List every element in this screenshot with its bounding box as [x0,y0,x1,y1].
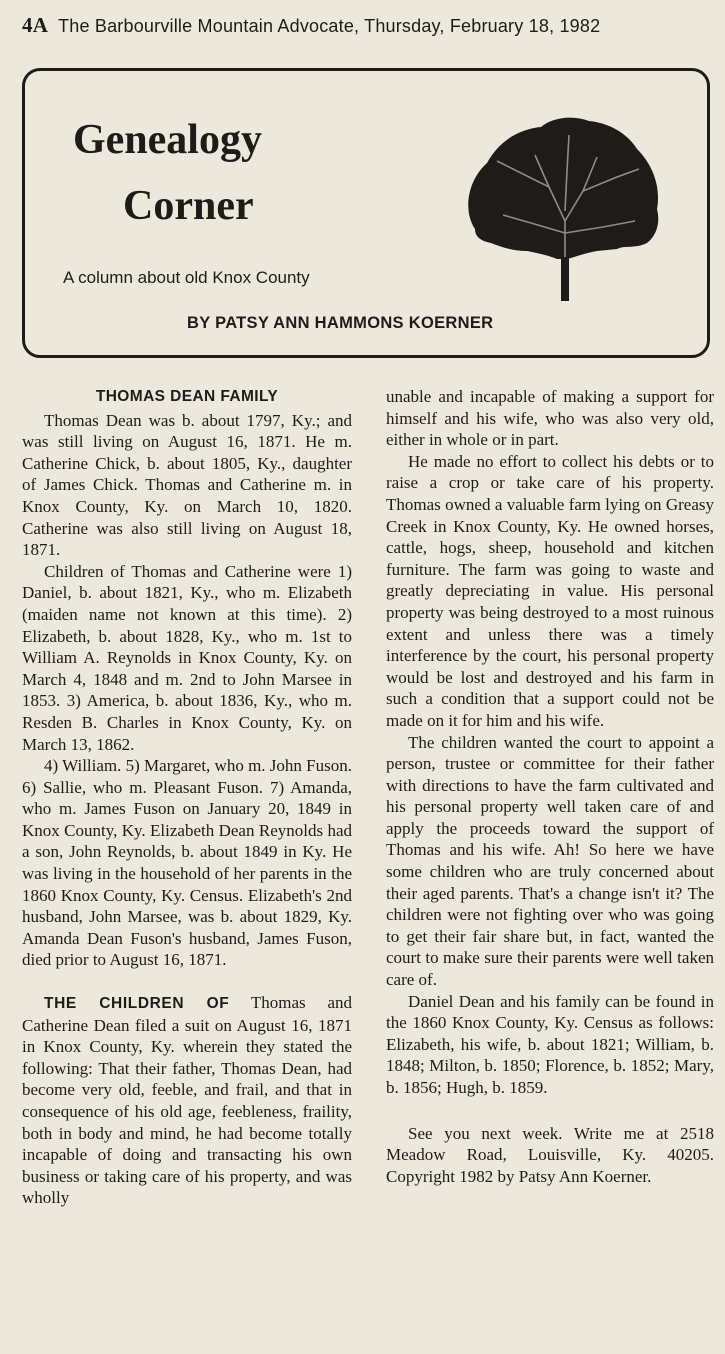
article-paragraph: He made no effort to collect his debts or to raise a crop or take care of his property. Thomas owned a valuable farm lying on Greasy Creek in Knox County, Ky. He owned horses, cattle, hogs, sheep, household and kitchen furniture. The farm was going to waste and greatly depreciating in value. His personal property was being destroyed to a most ruinous extent and unless there was a timely interference by the court, his personal property would be lost and destroyed and his farm in such a condition that a support could not be made on it for him and his wife. [386,451,714,730]
column-title [73,107,373,239]
column-subtitle: A column about old Knox County [63,268,310,287]
paragraph-text: Thomas and Catherine Dean filed a suit on August 16, 1871 in Knox County, Ky. wherein they stated the following: That their father, Thomas Dean, had become very old, feeble, and frail, and that in consequence of his old age, feebleness, fraility, both in body and mind, he had become totally incapable of doing and transacting his own business or taking care of his property, and was wholly [22,993,352,1208]
tree-illustration [457,111,667,301]
article-paragraph: unable and incapable of making a support for himself and his wife, who was also very old, either in whole or in part. [386,387,714,450]
page-header [22,13,712,38]
column-title-box [22,68,710,358]
article-column-left [22,386,352,1209]
column-title-line2: Corner [123,183,254,229]
article-heading: THOMAS DEAN FAMILY [95,388,279,405]
article-column-right [386,386,714,1187]
page-number: 4A [22,13,49,37]
paragraph-lead-in: THE CHILDREN OF [44,995,230,1013]
article-paragraph: Children of Thomas and Catherine were 1) Daniel, b. about 1821, Ky., who m. Elizabeth (maiden name not known at this time). 2) Elizabeth, b. about 1828, Ky., who m. 1st to William A. Reynolds in Knox County, Ky. on March 4, 1848 and m. 2nd to John Marsee in 1853. 3) America, b. about 1836, Ky., who m. Resden B. Charles in Knox County, Ky. on March 13, 1862. [22,561,352,754]
column-title-line1: Genealogy [73,117,262,163]
article-paragraph: The children wanted the court to appoint a person, trustee or committee for their father with directions to have the farm cultivated and his personal property well taken care of and apply the proceeds toward the support of Thomas and his wife. Ah! So here we have some children who are truly concerned about their aged parents. That's a change isn't it? The children were not fighting over who was going to get their fair share but, in fact, wanted the court to make sure their parents were well taken care of. [386,732,714,990]
article-paragraph: 4) William. 5) Margaret, who m. John Fuson. 6) Sallie, who m. Pleasant Fuson. 7) Amanda, who m. James Fuson on January 20, 1849 in Knox County, Ky. Elizabeth Dean Reynolds had a son, John Reynolds, b. about 1849 in Ky. He was living in the household of her parents in the 1860 Knox County, Ky. Census. Elizabeth's 2nd husband, John Marsee, was b. about 1829, Ky. Amanda Dean Fuson's husband, James Fuson, died prior to August 16, 1871. [22,756,352,970]
byline: BY PATSY ANN HAMMONS KOERNER [187,314,494,332]
article-paragraph: Daniel Dean and his family can be found in the 1860 Knox County, Ky. Census as follows: Elizabeth, his wife, b. about 1821; William, b. 1848; Milton, b. 1850; Florence, b. 1852; Mary, b. 1856; Hugh, b. 1859. [386,991,714,1097]
masthead: The Barbourville Mountain Advocate, Thursday, February 18, 1982 [58,16,601,36]
article-paragraph [22,992,352,1209]
closing-note: See you next week. Write me at 2518 Meadow Road, Louisville, Ky. 40205. Copyright 1982 by Patsy Ann Koerner. [386,1123,714,1186]
article-paragraph: Thomas Dean was b. about 1797, Ky.; and was still living on August 16, 1871. He m. Catherine Chick, b. about 1805, Ky., daughter of James Chick. Thomas and Catherine m. in Knox County, Ky. on March 10, 1820. Catherine was also still living on August 18, 1871. [22,410,352,560]
